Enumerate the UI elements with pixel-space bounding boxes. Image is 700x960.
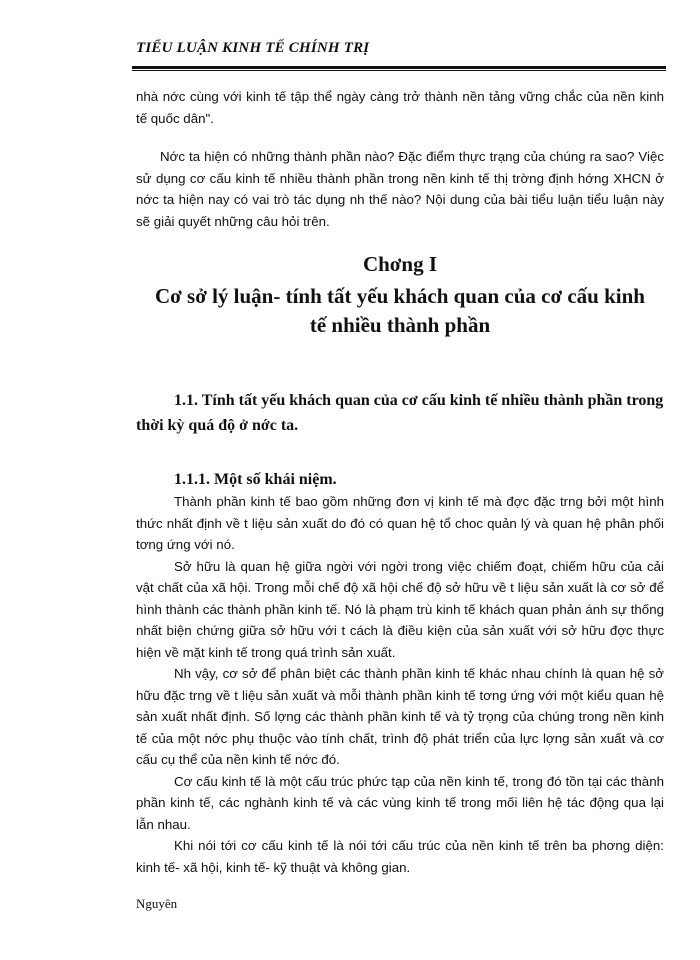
chapter-subtitle: Cơ sở lý luận- tính tất yếu khách quan của cơ cấu kinh tế nhiều thành phần [154,284,645,337]
footer-author: Nguyên [136,896,178,911]
running-header: TIỂU LUẬN KINH TẾ CHÍNH TRỊ [136,40,370,56]
chapter-title: Chơng I [362,252,438,276]
body-paragraph: Nh vậy, cơ sở để phân biệt các thành phần kinh tế khác nhau chính là quan hệ sở hữu đặc trng về t liệu sản xuất và mỗi thành phần kinh tế tơng ứng với một kiểu quan hệ sản xuất nhất định. Số lợng các thành phần kinh tế và tỷ trọng của chúng trong nền kinh tế của một nớc phụ thuộc vào tính chất, trình độ phát triển của lực lợng sản xuất và cơ cấu cụ thể của nền kinh tế nớc đó. [136,666,664,767]
section-heading-1-1: 1.1. Tính tất yếu khách quan của cơ cấu kinh tế nhiều thành phần trong thời kỳ quá độ ở nớc ta. [136,392,664,434]
body-paragraph: Cơ cấu kinh tế là một cấu trúc phức tạp của nền kinh tế, trong đó tồn tại các thành phần kinh tế, các nghành kinh tế và các vùng kinh tế trong mối liên hệ tác động qua lại lẫn nhau. [136,773,664,832]
page-content [136,84,664,878]
header-rule-thick [132,66,666,69]
intro-quote-paragraph: nhà nớc cùng với kinh tế tập thể ngày càng trở thành nền tảng vững chắc của nền kinh tế quốc dân". [136,89,664,126]
intro-question-paragraph: Nớc ta hiện có những thành phần nào? Đặc điểm thực trạng của chúng ra sao? Việc sử dụng cơ cấu kinh tế nhiều thành phần trong nền kinh tế thị trờng định hớng XHCN ở nớc ta hiện nay có vai trò tác dụng nh thế nào? Nội dung của bài tiểu luận tiểu luận này sẽ giải quyết những câu hỏi trên. [136,149,664,229]
header-rule-thin [132,70,666,71]
section-heading-1-1-1: 1.1.1. Một số khái niệm. [174,471,337,488]
body-paragraph: Khi nói tới cơ cấu kinh tế là nói tới cấu trúc của nền kinh tế trên ba phơng diện: kinh tế- xã hội, kinh tế- kỹ thuật và không gian. [136,838,664,875]
body-paragraph: Sở hữu là quan hệ giữa ngời với ngời trong việc chiếm đoạt, chiếm hữu của cải vật chất của xã hội. Trong mỗi chế độ xã hội chế độ sở hữu về t liệu sản xuất là cơ sở để hình thành các thành phần kinh tế. Nó là phạm trù kinh tế khách quan phản ánh sự thống nhất biện chứng giữa sở hữu với t cách là điều kiện của sản xuất với sở hữu đợc thực hiện về mặt kinh tế trong quá trình sản xuất. [136,558,664,660]
body-paragraph: Thành phần kinh tế bao gồm những đơn vị kinh tế mà đợc đặc trng bởi một hình thức nhất định về t liệu sản xuất do đó có quan hệ tổ choc quản lý và quan hệ phân phối tơng ứng với nó. [136,494,664,552]
